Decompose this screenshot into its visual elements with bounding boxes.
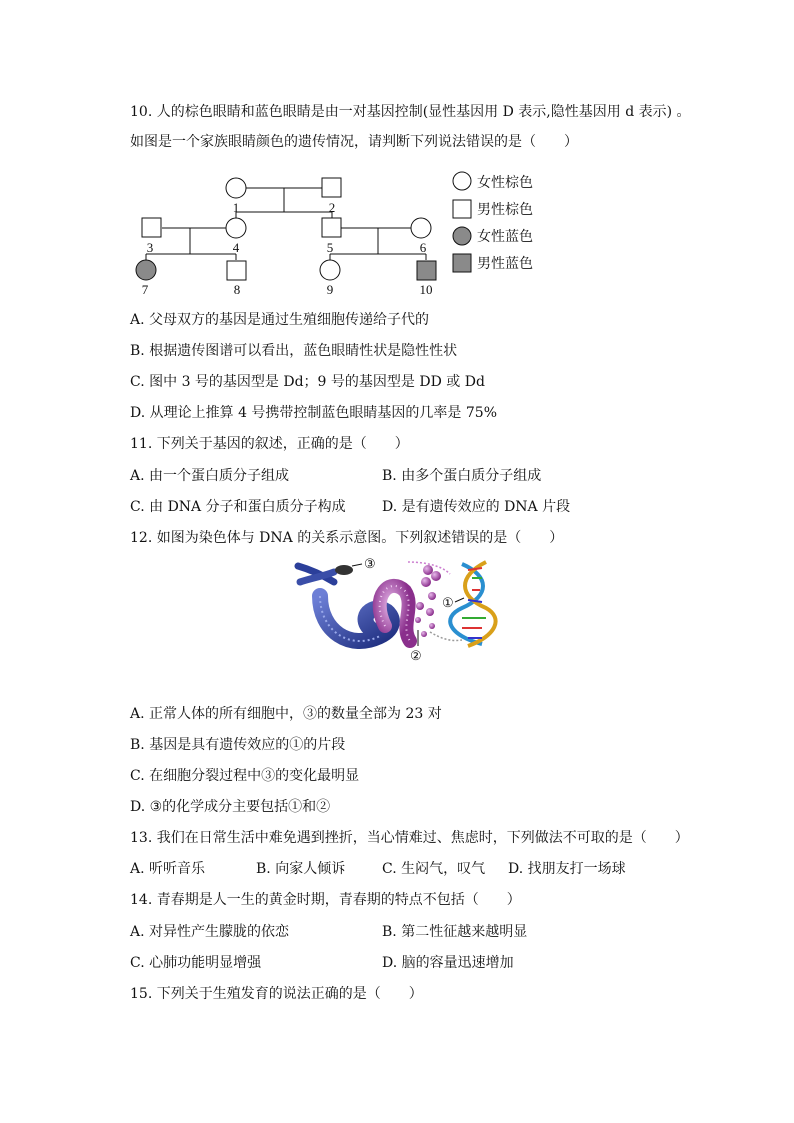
legend-female-brown: 女性棕色 bbox=[477, 176, 533, 191]
q12-option-c: C. 在细胞分裂过程中③的变化最明显 bbox=[130, 768, 360, 784]
q13-option-d: D. 找朋友打一场球 bbox=[508, 861, 626, 877]
q11-option-a: A. 由一个蛋白质分子组成 bbox=[130, 468, 290, 484]
label-circled-1: ① bbox=[442, 595, 454, 610]
q10-option-a: A. 父母双方的基因是通过生殖细胞传递给子代的 bbox=[130, 312, 430, 328]
legend-female-blue: 女性蓝色 bbox=[477, 230, 533, 245]
label-10: 10 bbox=[419, 282, 433, 297]
legend-female-brown-icon bbox=[453, 172, 471, 190]
q10-option-b: B. 根据遗传图谱可以看出，蓝色眼睛性状是隐性性状 bbox=[130, 343, 458, 359]
label-8: 8 bbox=[233, 282, 241, 297]
q13-option-a: A. 听听音乐 bbox=[130, 861, 206, 877]
label-7: 7 bbox=[141, 282, 149, 297]
dna-helix-icon bbox=[450, 562, 495, 646]
individual-9-female-brown bbox=[320, 260, 340, 280]
chromosome-icon bbox=[298, 565, 353, 582]
q13-option-c: C. 生闷气，叹气 bbox=[382, 861, 486, 877]
individual-10-male-blue bbox=[417, 261, 436, 280]
label-5: 5 bbox=[326, 240, 334, 255]
individual-2-male-brown bbox=[322, 178, 341, 197]
q12-option-a: A. 正常人体的所有细胞中，③的数量全部为 23 对 bbox=[130, 706, 442, 722]
legend-male-brown: 男性棕色 bbox=[477, 203, 533, 218]
pedigree-chart bbox=[130, 168, 560, 298]
q11-option-c: C. 由 DNA 分子和蛋白质分子构成 bbox=[130, 499, 346, 515]
legend-female-blue-icon bbox=[453, 227, 471, 245]
individual-8-male-brown bbox=[227, 261, 246, 280]
q14-option-d: D. 脑的容量迅速增加 bbox=[382, 955, 514, 971]
legend-male-brown-icon bbox=[453, 200, 471, 218]
q10-stem-line1: 10. 人的棕色眼睛和蓝色眼睛是由一对基因控制(显性基因用 D 表示,隐性基因用 d 表示) 。 bbox=[130, 104, 691, 120]
chromosome-dna-figure bbox=[290, 556, 506, 666]
q14-stem: 14. 青春期是人一生的黄金时期，青春期的特点不包括（ ） bbox=[130, 892, 521, 908]
label-circled-3: ③ bbox=[364, 556, 376, 571]
legend-male-blue-icon bbox=[453, 254, 471, 272]
q14-option-a: A. 对异性产生朦胧的依恋 bbox=[130, 924, 290, 940]
label-4: 4 bbox=[232, 240, 240, 255]
q10-option-c: C. 图中 3 号的基因型是 Dd；9 号的基因型是 DD 或 Dd bbox=[130, 374, 485, 390]
label-6: 6 bbox=[419, 240, 427, 255]
individual-3-male-brown bbox=[142, 218, 161, 237]
q13-stem: 13. 我们在日常生活中难免遇到挫折，当心情难过、焦虑时，下列做法不可取的是（ ） bbox=[130, 830, 689, 846]
q11-option-b: B. 由多个蛋白质分子组成 bbox=[382, 468, 542, 484]
label-2: 2 bbox=[328, 200, 336, 215]
label-3: 3 bbox=[146, 240, 154, 255]
q10-option-d: D. 从理论上推算 4 号携带控制蓝色眼睛基因的几率是 75% bbox=[130, 405, 497, 421]
individual-4-female-brown bbox=[226, 218, 246, 238]
legend-male-blue: 男性蓝色 bbox=[477, 257, 533, 272]
q14-option-c: C. 心肺功能明显增强 bbox=[130, 955, 262, 971]
individual-6-female-brown bbox=[411, 218, 431, 238]
label-circled-2: ② bbox=[410, 648, 422, 663]
q12-stem: 12. 如图为染色体与 DNA 的关系示意图。下列叙述错误的是（ ） bbox=[130, 530, 564, 546]
q12-option-b: B. 基因是具有遗传效应的①的片段 bbox=[130, 737, 346, 753]
individual-1-female-brown bbox=[226, 178, 246, 198]
individual-7-female-blue bbox=[136, 260, 156, 280]
q11-stem: 11. 下列关于基因的叙述，正确的是（ ） bbox=[130, 436, 409, 452]
q13-option-b: B. 向家人倾诉 bbox=[256, 861, 346, 877]
q11-option-d: D. 是有遗传效应的 DNA 片段 bbox=[382, 499, 571, 515]
q15-stem: 15. 下列关于生殖发育的说法正确的是（ ） bbox=[130, 986, 423, 1002]
q14-option-b: B. 第二性征越来越明显 bbox=[382, 924, 528, 940]
q10-stem-line2: 如图是一个家族眼睛颜色的遗传情况，请判断下列说法错误的是（ ） bbox=[130, 134, 578, 150]
individual-5-male-brown bbox=[322, 218, 341, 237]
label-9: 9 bbox=[326, 282, 334, 297]
q12-option-d: D. ③的化学成分主要包括①和② bbox=[130, 799, 331, 815]
label-1: 1 bbox=[232, 200, 240, 215]
